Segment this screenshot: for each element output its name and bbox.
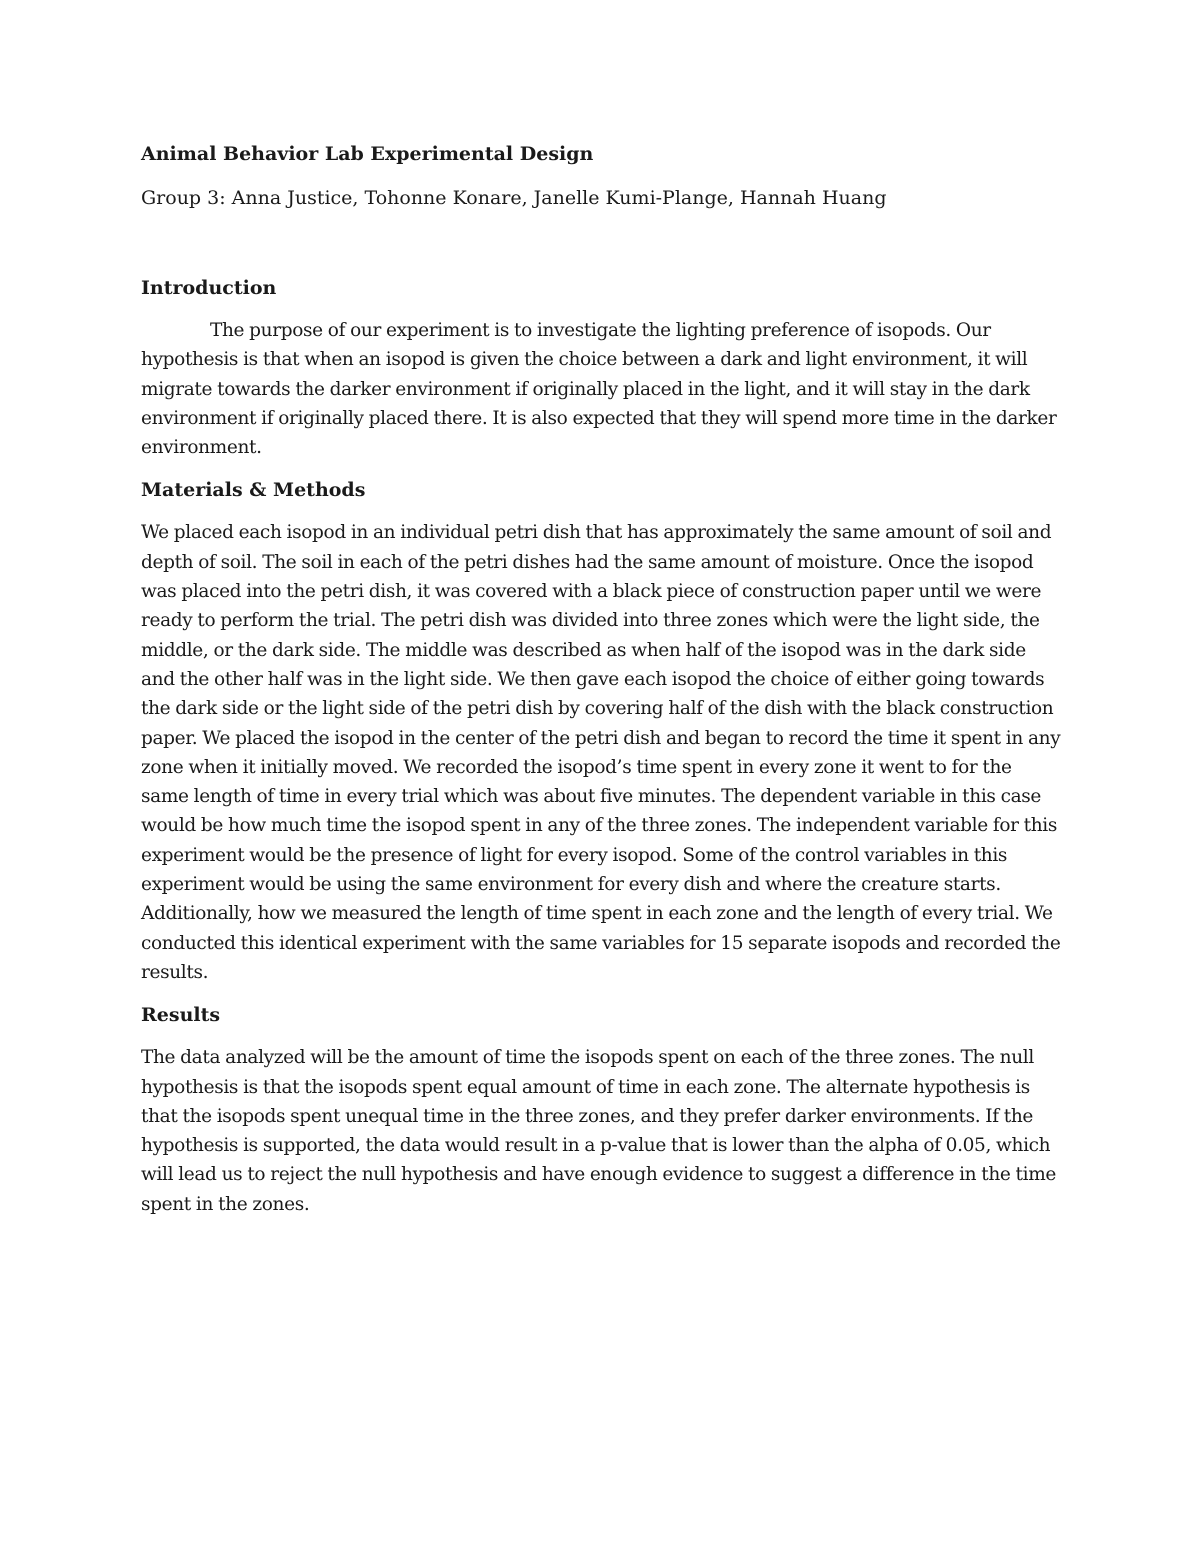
introduction-paragraph: The purpose of our experiment is to investigate the lighting preference of isopods. Our hypothesis is that when an isopod is given the choice between a dark and light environment, it will migrate towards the darker environment if originally placed in the light, and it will stay in the dark environment if originally placed there. It is also expected that they will spend more time in the darker environment. (141, 320, 1057, 459)
document-page (141, 140, 1061, 1233)
materials-methods-paragraph: We placed each isopod in an individual petri dish that has approximately the same amount of soil and depth of soil. The soil in each of the petri dishes had the same amount of moisture. Once the isopod was placed into the petri dish, it was covered with a black piece of construction paper until we were ready to perform the trial. The petri dish was divided into three zones which were the light side, the middle, or the dark side. The middle was described as when half of the isopod was in the dark side and the other half was in the light side. We then gave each isopod the choice of either going towards the dark side or the light side of the petri dish by covering half of the dish with the black construction paper. We placed the isopod in the center of the petri dish and began to record the time it spent in any zone when it initially moved. We recorded the isopod’s time spent in every zone it went to for the same length of time in every trial which was about five minutes. The dependent variable in this case would be how much time the isopod spent in any of the three zones. The independent variable for this experiment would be the presence of light for every isopod. Some of the control variables in this experiment would be using the same environment for every dish and where the creature starts. Additionally, how we measured the length of time spent in each zone and the length of every trial. We conducted this identical experiment with the same variables for 15 separate isopods and recorded the results. (141, 522, 1061, 983)
results-paragraph: The data analyzed will be the amount of time the isopods spent on each of the three zones. The null hypothesis is that the isopods spent equal amount of time in each zone. The alternate hypothesis is that the isopods spent unequal time in the three zones, and they prefer darker environments. If the hypothesis is supported, the data would result in a p-value that is lower than the alpha of 0.05, which will lead us to reject the null hypothesis and have enough evidence to suggest a difference in the time spent in the zones. (141, 1047, 1056, 1215)
materials-methods-heading: Materials & Methods (141, 479, 366, 502)
results-heading: Results (141, 1004, 221, 1027)
document-title: Animal Behavior Lab Experimental Design (141, 143, 594, 165)
document-authors: Group 3: Anna Justice, Tohonne Konare, Janelle Kumi-Plange, Hannah Huang (141, 187, 887, 209)
introduction-heading: Introduction (141, 277, 277, 299)
